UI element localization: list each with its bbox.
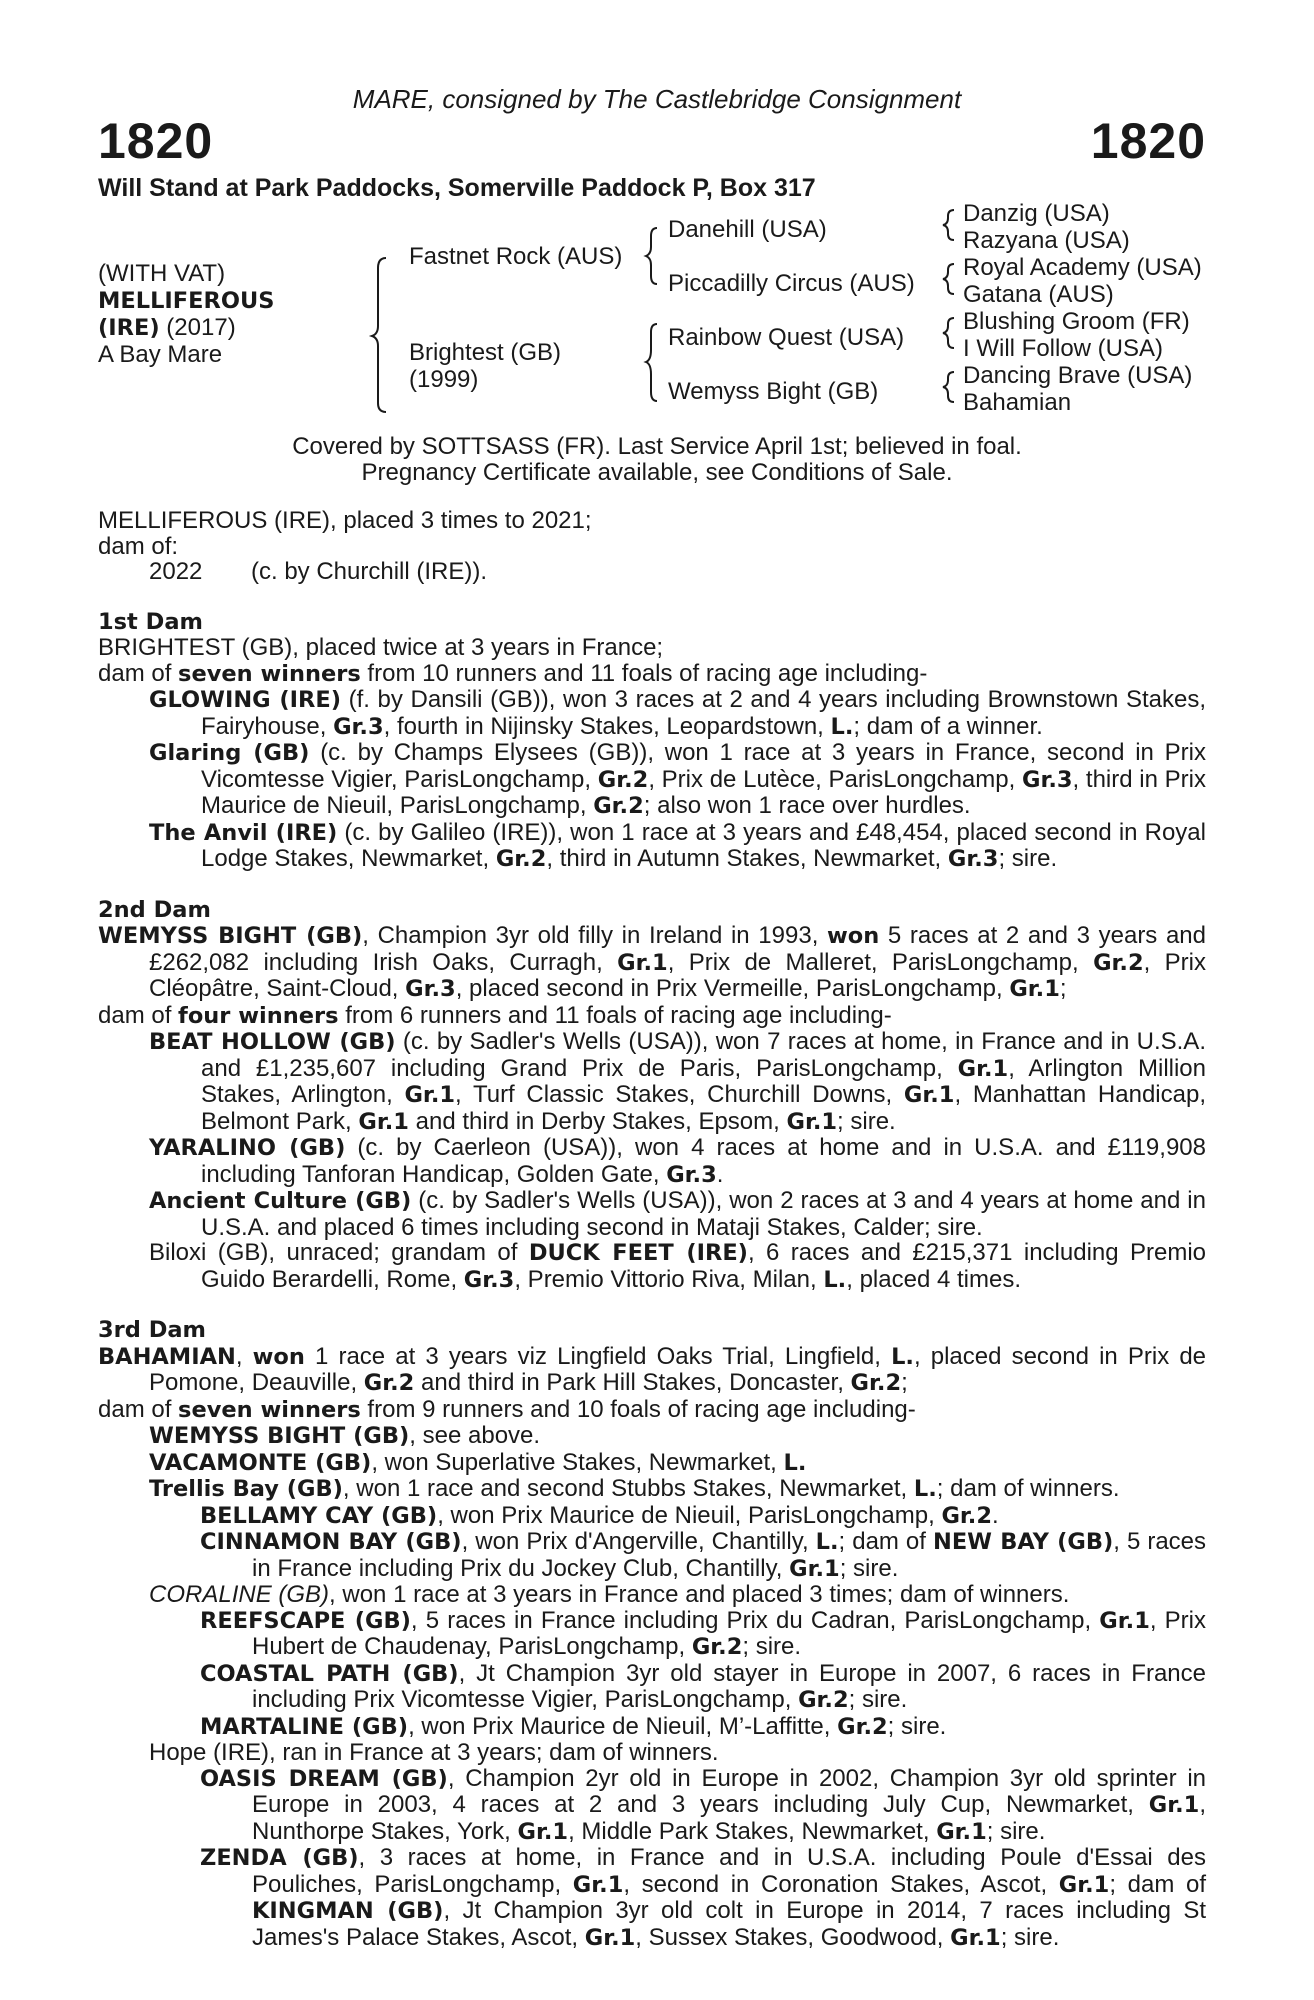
text-run: Gr.1 bbox=[1009, 976, 1060, 1002]
text-run: from 6 runners and 11 foals of racing age including- bbox=[338, 1001, 892, 1029]
entry-glowing bbox=[98, 687, 1206, 740]
text-run: , won Prix d'Angerville, Chantilly, bbox=[461, 1528, 816, 1555]
stabling-location: Will Stand at Park Paddocks, Somerville Paddock P, Box 317 bbox=[98, 174, 816, 202]
covered-line-1: Covered by SOTTSASS (FR). Last Service April 1st; believed in foal. bbox=[292, 433, 1022, 460]
text-run: Gr.1 bbox=[584, 1924, 636, 1951]
text-run: , second in Coronation Stakes, Ascot, bbox=[623, 1870, 1059, 1898]
text-run: Gr.2 bbox=[837, 1713, 888, 1740]
brace-sd bbox=[943, 264, 954, 294]
text-run: from 10 runners and 11 foals of racing age including- bbox=[360, 659, 928, 687]
text-run: , third in Prix Maurice de Nieuil, ParisLongchamp, bbox=[201, 765, 1206, 819]
text-run: seven winners bbox=[178, 1396, 361, 1423]
text-run: , 5 races in France including Prix du Cadran, ParisLongchamp, bbox=[410, 1606, 1100, 1634]
horse-name-main: MELLIFEROUS bbox=[98, 288, 275, 314]
entry-bahamian bbox=[98, 1344, 1206, 1397]
text-run: 5 races at 2 and 3 years and £262,082 including Irish Oaks, Curragh, bbox=[149, 922, 1206, 976]
text-run: NEW BAY (GB) bbox=[932, 1529, 1114, 1555]
entry-oasis-dream bbox=[98, 1766, 1206, 1846]
entry-beat-hollow bbox=[98, 1029, 1206, 1135]
text-run: Glaring (GB) bbox=[149, 740, 310, 766]
entry-cinnamon-bay bbox=[98, 1529, 1206, 1582]
text-run: , placed second in Prix de Pomone, Deauville, bbox=[149, 1342, 1207, 1396]
text-run: , Champion 3yr old filly in Ireland in 1993, bbox=[362, 922, 828, 949]
text-run: MARTALINE (GB) bbox=[200, 1713, 409, 1740]
dam-year: (1999) bbox=[409, 366, 479, 393]
text-run: (c. by Champs Elysees (GB)), won 1 race at 3 years in France, second in Prix Vicomtesse Vigier, ParisLongchamp, bbox=[201, 739, 1206, 793]
text-run: , third in Autumn Stakes, Newmarket, bbox=[546, 845, 948, 872]
entry-zenda bbox=[98, 1845, 1206, 1951]
text-run: Gr.1 bbox=[404, 1082, 456, 1108]
text-run: Gr.2 bbox=[597, 766, 649, 793]
text-run: Gr.1 bbox=[957, 1055, 1009, 1082]
text-run: Gr.1 bbox=[517, 1818, 569, 1845]
text-run: ; sire. bbox=[986, 1817, 1046, 1845]
text-run: The Anvil (IRE) bbox=[149, 819, 338, 846]
text-run: OASIS DREAM (GB) bbox=[200, 1765, 448, 1792]
entry-hope bbox=[98, 1740, 1206, 1766]
text-run: L. bbox=[913, 1476, 937, 1502]
sire-dam: Piccadilly Circus (AUS) bbox=[668, 270, 915, 297]
text-run: BEAT HOLLOW (GB) bbox=[149, 1029, 396, 1055]
text-run: L. bbox=[891, 1343, 914, 1370]
text-run: , Jt Champion 3yr old colt in Europe in 2014, 7 races including St James's Palace Stakes, Ascot, bbox=[252, 1897, 1206, 1951]
first-dam-produce bbox=[98, 661, 1206, 688]
third-dam-produce bbox=[98, 1397, 1206, 1424]
first-dam-heading: 1st Dam bbox=[98, 608, 203, 635]
brace-dd bbox=[943, 372, 954, 402]
text-run: , won 1 race at 3 years in France and placed 3 times; dam of winners. bbox=[329, 1581, 1070, 1608]
text-run: Gr.1 bbox=[1148, 1792, 1200, 1818]
sire-sire: Danehill (USA) bbox=[668, 216, 827, 243]
entry-yaralino bbox=[98, 1135, 1206, 1188]
text-run: , Prix Hubert de Chaudenay, ParisLongchamp, bbox=[252, 1606, 1206, 1660]
text-run: ; sire. bbox=[837, 1107, 896, 1135]
text-run: Gr.1 bbox=[358, 1108, 409, 1135]
text-run: , bbox=[235, 1342, 253, 1370]
text-run: and third in Park Hill Stakes, Doncaster, bbox=[414, 1369, 851, 1396]
entry-wemyss-bight bbox=[98, 923, 1206, 1003]
text-run: , Jt Champion 3yr old stayer in Europe in 2007, 6 races in France including Prix Vicomtesse Vigier, ParisLongchamp, bbox=[252, 1659, 1206, 1713]
text-run: Gr.2 bbox=[495, 846, 547, 872]
text-run: ZENDA (GB) bbox=[200, 1845, 359, 1871]
text-run: . bbox=[992, 1501, 999, 1529]
text-run: ; dam of bbox=[1109, 1870, 1207, 1898]
text-run: won bbox=[827, 923, 880, 949]
text-run: , see above. bbox=[409, 1422, 541, 1449]
text-run: Gr.2 bbox=[1093, 949, 1144, 976]
covered-note bbox=[0, 434, 1314, 486]
text-run: seven winners bbox=[178, 660, 361, 687]
g3-8: Bahamian bbox=[963, 389, 1072, 416]
text-run: Gr.1 bbox=[572, 1871, 624, 1898]
text-run: , placed 4 times. bbox=[846, 1265, 1021, 1293]
text-run: DUCK FEET (IRE) bbox=[528, 1240, 748, 1266]
third-dam-heading: 3rd Dam bbox=[98, 1317, 206, 1343]
text-run: Gr.3 bbox=[463, 1266, 515, 1293]
lot-number-right: 1820 bbox=[1090, 113, 1206, 169]
entry-vacamonte bbox=[98, 1450, 1206, 1477]
text-run: Gr.1 bbox=[786, 1108, 838, 1135]
text-run: Gr.1 bbox=[903, 1082, 955, 1108]
text-run: COASTAL PATH (GB) bbox=[200, 1660, 459, 1687]
sire: Fastnet Rock (AUS) bbox=[409, 243, 623, 270]
foal-desc: (c. by Churchill (IRE)). bbox=[251, 558, 488, 585]
text-run: Gr.1 bbox=[950, 1924, 1001, 1951]
text-run: ; dam of winners. bbox=[936, 1475, 1120, 1502]
text-run: ; sire. bbox=[839, 1554, 899, 1582]
entry-biloxi bbox=[98, 1240, 1206, 1293]
text-run: Trellis Bay (GB) bbox=[149, 1476, 343, 1502]
horse-description: A Bay Mare bbox=[98, 341, 223, 368]
brace-ds bbox=[943, 318, 954, 348]
text-run: L. bbox=[823, 1266, 847, 1293]
text-run: (f. by Dansili (GB)), won 3 races at 2 and 4 years including Brownstown Stakes, Fairyhouse, bbox=[201, 686, 1206, 740]
horse-name bbox=[98, 287, 274, 315]
entry-coraline bbox=[98, 1582, 1206, 1608]
text-run: L. bbox=[830, 713, 854, 740]
brace-ss bbox=[943, 210, 954, 240]
brace-dam bbox=[646, 324, 657, 401]
text-run: Gr.2 bbox=[593, 793, 644, 819]
text-run: ; also won 1 race over hurdles. bbox=[643, 792, 971, 819]
text-run: (c. by Sadler's Wells (USA)), won 2 races at 3 and 4 years at home and in U.S.A. and placed 6 times including second in Mataji Stakes, Calder; sire. bbox=[201, 1187, 1206, 1241]
text-run: , won 1 race and second Stubbs Stakes, Newmarket, bbox=[342, 1475, 914, 1502]
g3-7: Dancing Brave (USA) bbox=[963, 362, 1193, 389]
text-run: Gr.2 bbox=[798, 1687, 849, 1713]
text-run: ; sire. bbox=[887, 1712, 947, 1740]
text-run: from 9 runners and 10 foals of racing age including- bbox=[360, 1395, 916, 1423]
text-run: Gr.2 bbox=[850, 1370, 902, 1396]
text-run: , 5 races in France including Prix du Jockey Club, Chantilly, bbox=[252, 1528, 1207, 1582]
produce-record bbox=[98, 508, 1206, 1951]
text-run: Gr.2 bbox=[363, 1370, 415, 1396]
second-dam-heading: 2nd Dam bbox=[98, 896, 211, 923]
text-run: , Premio Vittorio Riva, Milan, bbox=[514, 1265, 824, 1293]
text-run: , Sussex Stakes, Goodwood, bbox=[635, 1923, 951, 1951]
entry-martaline bbox=[98, 1714, 1206, 1741]
first-dam-line: BRIGHTEST (GB), placed twice at 3 years in France; bbox=[98, 634, 664, 661]
text-run: (c. by Sadler's Wells (USA)), won 7 races at home, in France and in U.S.A. and £1,235,607 including Grand Prix de Paris, ParisLongchamp, bbox=[201, 1028, 1206, 1082]
text-run: Ancient Culture (GB) bbox=[149, 1188, 412, 1214]
text-run: , Arlington Million Stakes, Arlington, bbox=[201, 1054, 1207, 1108]
text-run: Gr.3 bbox=[333, 713, 384, 740]
entry-reefscape bbox=[98, 1608, 1206, 1661]
text-run: , Turf Classic Stakes, Churchill Downs, bbox=[455, 1081, 904, 1108]
horse-origin-year bbox=[98, 314, 236, 342]
text-run: (c. by Galileo (IRE)), won 1 race at 3 years and £48,454, placed second in Royal Lodge Stakes, Newmarket, bbox=[201, 818, 1206, 872]
text-run: , won Prix Maurice de Nieuil, M’-Laffitte, bbox=[408, 1712, 838, 1740]
g3-3: Royal Academy (USA) bbox=[963, 254, 1202, 281]
text-run: four winners bbox=[178, 1002, 339, 1029]
intro-line-2: dam of: bbox=[98, 532, 179, 560]
consignor-line: MARE, consigned by The Castlebridge Consignment bbox=[352, 84, 962, 114]
text-run: CORALINE (GB) bbox=[149, 1581, 330, 1608]
entry-coastal-path bbox=[98, 1661, 1206, 1714]
text-run: ; bbox=[1059, 975, 1067, 1002]
text-run: , Manhattan Handicap, Belmont Park, bbox=[201, 1081, 1206, 1135]
foal-year: 2022 bbox=[149, 558, 203, 585]
text-run: YARALINO (GB) bbox=[149, 1135, 346, 1161]
text-run: , Champion 2yr old in Europe in 2002, Champion 3yr old sprinter in Europe in 2003, 4 races at 2 and 3 years including July Cup, Newmarket, bbox=[252, 1764, 1206, 1818]
brace-main bbox=[372, 258, 386, 412]
text-run: Gr.1 bbox=[936, 1818, 987, 1845]
g3-4: Gatana (AUS) bbox=[963, 281, 1114, 308]
lot-number-left: 1820 bbox=[98, 113, 214, 169]
text-run: WEMYSS BIGHT (GB) bbox=[98, 923, 363, 949]
text-run: Gr.1 bbox=[1058, 1871, 1110, 1898]
g3-6: I Will Follow (USA) bbox=[963, 335, 1164, 362]
g3-1: Danzig (USA) bbox=[963, 200, 1110, 227]
text-run: Gr.3 bbox=[405, 976, 456, 1002]
text-run: , placed second in Prix Vermeille, ParisLongchamp, bbox=[455, 975, 1010, 1002]
text-run: won bbox=[252, 1343, 305, 1370]
horse-country: (IRE) bbox=[98, 315, 160, 341]
text-run: ; sire. bbox=[1000, 1923, 1060, 1951]
text-run: Gr.1 bbox=[617, 949, 668, 976]
text-run: WEMYSS BIGHT (GB) bbox=[149, 1423, 410, 1449]
text-run: dam of bbox=[98, 1001, 179, 1029]
horse-year: (2017) bbox=[159, 314, 236, 341]
entry-wemyss-bight-ref bbox=[98, 1423, 1206, 1450]
text-run: ; sire. bbox=[998, 845, 1058, 872]
dam-dam: Wemyss Bight (GB) bbox=[668, 378, 879, 405]
text-run: , won Prix Maurice de Nieuil, ParisLongchamp, bbox=[437, 1501, 942, 1529]
text-run: , Prix de Lutèce, ParisLongchamp, bbox=[648, 765, 1022, 793]
text-run: ; bbox=[901, 1369, 908, 1396]
text-run: Gr.3 bbox=[1021, 766, 1073, 793]
text-run: L. bbox=[815, 1529, 839, 1555]
text-run: , fourth in Nijinsky Stakes, Leopardstown, bbox=[383, 712, 831, 740]
dam: Brightest (GB) bbox=[409, 339, 562, 366]
text-run: . bbox=[716, 1160, 724, 1188]
foal-entry bbox=[98, 559, 1206, 585]
text-run: , Middle Park Stakes, Newmarket, bbox=[568, 1817, 937, 1845]
text-run: Hope (IRE), ran in France at 3 years; dam of winners. bbox=[149, 1739, 719, 1766]
pedigree-chart bbox=[0, 198, 1314, 428]
text-run: dam of bbox=[98, 1395, 179, 1423]
text-run: and third in Derby Stakes, Epsom, bbox=[408, 1107, 787, 1135]
text-run: KINGMAN (GB) bbox=[252, 1898, 444, 1924]
g3-5: Blushing Groom (FR) bbox=[963, 308, 1190, 335]
text-run: , 6 races and £215,371 including Premio Guido Berardelli, Rome, bbox=[201, 1239, 1207, 1293]
text-run: , 3 races at home, in France and in U.S.A. including Poule d'Essai des Pouliches, ParisLongchamp, bbox=[252, 1844, 1207, 1898]
entry-glaring bbox=[98, 740, 1206, 820]
text-run: Gr.3 bbox=[947, 846, 999, 872]
intro-line-1: MELLIFEROUS (IRE), placed 3 times to 2021; bbox=[98, 507, 592, 534]
text-run: GLOWING (IRE) bbox=[149, 687, 342, 713]
text-run: , Nunthorpe Stakes, York, bbox=[252, 1791, 1206, 1845]
text-run: L. bbox=[783, 1449, 807, 1476]
dam-sire: Rainbow Quest (USA) bbox=[668, 324, 905, 351]
entry-the-anvil bbox=[98, 820, 1206, 873]
text-run: Biloxi (GB), unraced; grandam of bbox=[149, 1239, 529, 1266]
brace-sire bbox=[646, 228, 657, 284]
entry-trellis-bay bbox=[98, 1476, 1206, 1503]
g3-2: Razyana (USA) bbox=[963, 227, 1130, 254]
text-run: Gr.1 bbox=[1099, 1607, 1150, 1634]
text-run: ; dam of a winner. bbox=[853, 712, 1043, 740]
text-run: , Prix Cléopâtre, Saint-Cloud, bbox=[149, 948, 1207, 1002]
entry-ancient-culture bbox=[98, 1188, 1206, 1240]
text-run: BELLAMY CAY (GB) bbox=[200, 1502, 438, 1529]
second-dam-produce bbox=[98, 1003, 1206, 1030]
text-run: Gr.3 bbox=[666, 1161, 717, 1188]
text-run: ; sire. bbox=[848, 1686, 908, 1713]
text-run: BAHAMIAN bbox=[98, 1343, 236, 1370]
text-run: ; sire. bbox=[742, 1633, 802, 1660]
text-run: , won Superlative Stakes, Newmarket, bbox=[371, 1448, 784, 1476]
text-run: CINNAMON BAY (GB) bbox=[200, 1529, 462, 1555]
text-run: (c. by Caerleon (USA)), won 4 races at home and in U.S.A. and £119,908 including Tanforan Handicap, Golden Gate, bbox=[201, 1134, 1206, 1188]
covered-line-2: Pregnancy Certificate available, see Conditions of Sale. bbox=[361, 459, 953, 486]
text-run: dam of bbox=[98, 659, 179, 687]
text-run: Gr.1 bbox=[789, 1555, 840, 1582]
text-run: 1 race at 3 years viz Lingfield Oaks Trial, Lingfield, bbox=[304, 1342, 892, 1370]
text-run: ; dam of bbox=[838, 1528, 933, 1555]
text-run: Gr.2 bbox=[691, 1634, 743, 1660]
vat-note: (WITH VAT) bbox=[98, 260, 226, 287]
text-run: REEFSCAPE (GB) bbox=[200, 1607, 411, 1634]
text-run: VACAMONTE (GB) bbox=[149, 1449, 372, 1476]
text-run: Gr.2 bbox=[941, 1502, 993, 1529]
entry-bellamy-cay bbox=[98, 1503, 1206, 1530]
text-run: , Prix de Malleret, ParisLongchamp, bbox=[667, 948, 1094, 976]
